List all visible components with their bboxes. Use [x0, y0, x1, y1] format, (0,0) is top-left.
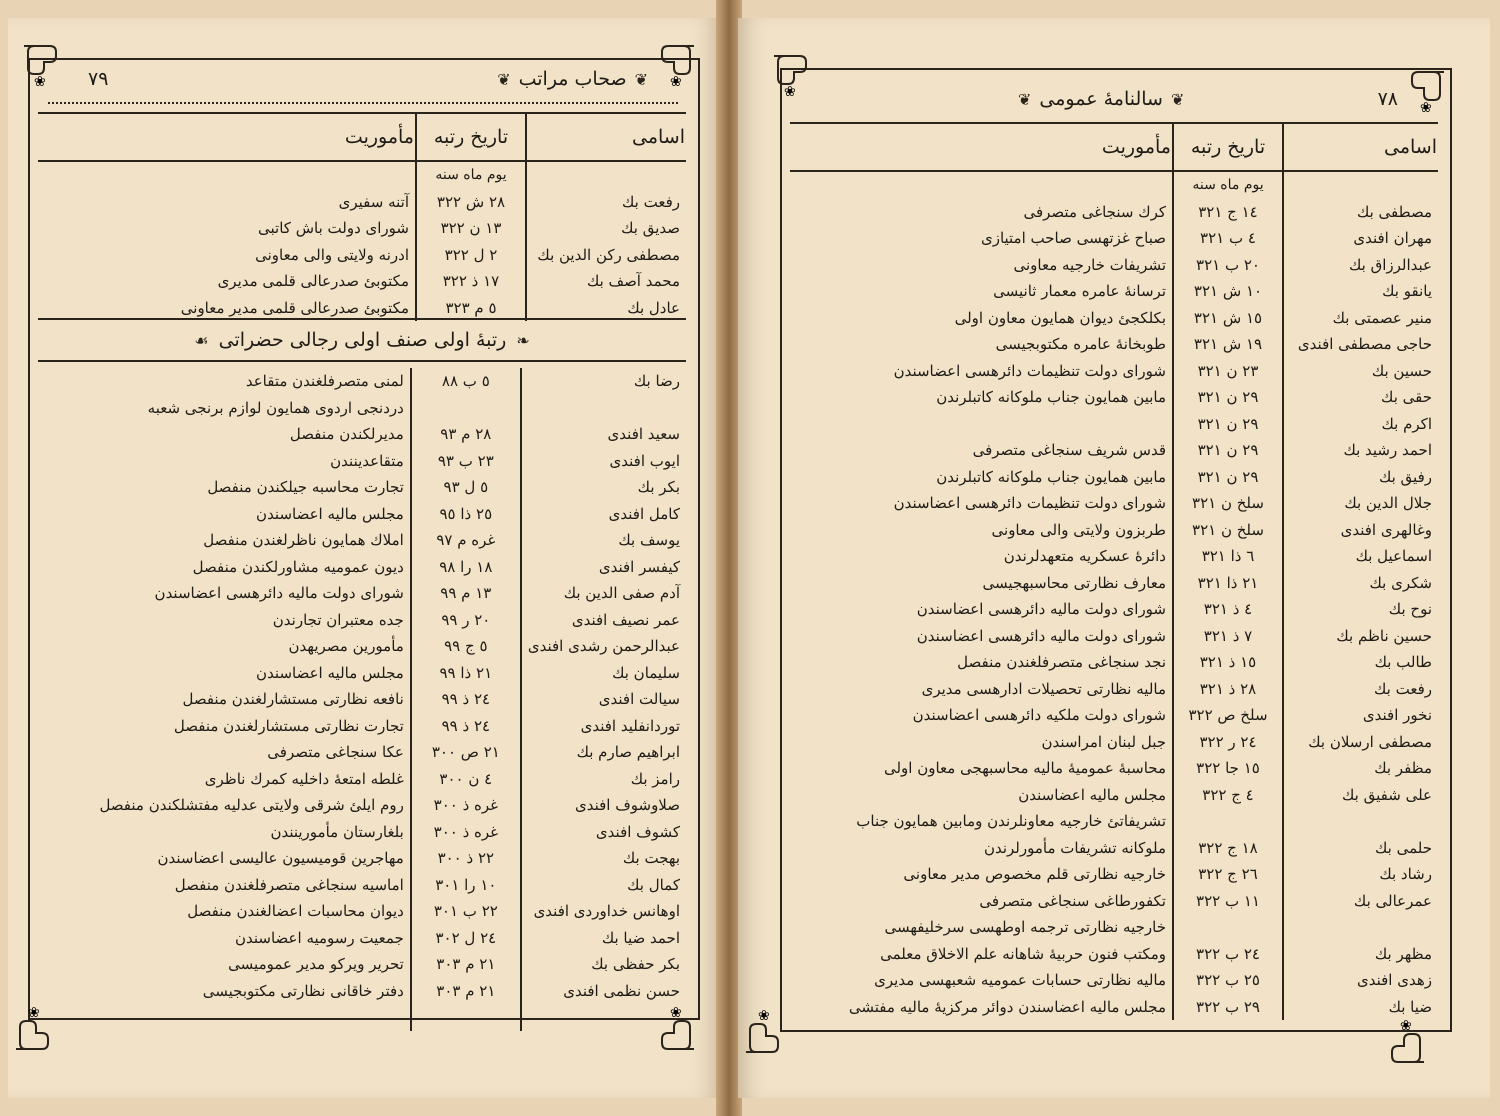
row-post: روم ايلئ شرقى ولايتى عدليه مفتشلكندن منفصل	[99, 796, 404, 814]
table-row	[38, 242, 686, 269]
row-date: ١٣ ن ٣٢٢	[416, 215, 526, 242]
row-post: لمنى متصرفلغندن متقاعد	[245, 372, 404, 390]
row-post: نجد سنجاغى متصرفلغندن منفصل	[957, 653, 1166, 671]
table-row	[790, 596, 1438, 623]
table-row	[790, 941, 1438, 968]
table-row	[38, 766, 686, 793]
column-header-date: تاريخ رتبه	[416, 113, 526, 161]
table-row	[38, 978, 686, 1005]
row-name: توردانفليد افندى	[521, 713, 686, 740]
row-date: ٢١ ذا ٩٩	[411, 660, 521, 687]
table-row	[38, 527, 686, 554]
fleuron-icon: ☙	[194, 330, 209, 350]
date-subheader: يوم ماه سنه	[416, 161, 526, 189]
table-row	[790, 994, 1438, 1021]
date-subheader: يوم ماه سنه	[1173, 171, 1283, 199]
row-post: عكا سنجاغى متصرفى	[267, 743, 404, 761]
row-post: ديون عموميه مشاورلكندن منفصل	[192, 557, 404, 576]
row-post: ماليه نظارتى حسابات عموميه شعبهسى مديرى	[874, 971, 1166, 989]
table-header-row	[790, 123, 1438, 171]
row-post: متقاعدينندن	[330, 451, 404, 470]
table-header-row	[38, 113, 686, 161]
table-row	[38, 713, 686, 740]
row-post: جبل لبنان امراسندن	[1041, 732, 1166, 751]
row-name: رضا بك	[521, 368, 686, 395]
table-row	[790, 437, 1438, 464]
row-post: ادرنه ولايتى والى معاونى	[255, 245, 409, 264]
row-post: طربزون ولايتى والى معاونى	[991, 520, 1166, 539]
left-register-top	[38, 112, 686, 321]
row-post: تجارت نظارتى مستشارلغندن منفصل	[173, 716, 404, 735]
row-name: رشاد بك	[1283, 861, 1438, 888]
row-post: شوراى دولت ماليه دائرهسى اعضاسندن	[916, 626, 1166, 645]
row-date: ٢١ ص ٣٠٠	[411, 739, 521, 766]
row-date: ٢٨ ذ ٣٢١	[1173, 676, 1283, 703]
svg-text:❀: ❀	[1420, 100, 1432, 116]
row-post: قدس شريف سنجاغى متصرفى	[972, 441, 1166, 459]
row-date: سلخ ن ٣٢١	[1173, 490, 1283, 517]
row-name: ايوب افندى	[521, 448, 686, 475]
row-name: على شفيق بك	[1283, 782, 1438, 809]
row-post: بلغارستان مأمورينندن	[270, 822, 404, 841]
table-row	[38, 792, 686, 819]
row-name: حاجى مصطفى افندى	[1283, 331, 1438, 358]
row-name: اسماعيل بك	[1283, 543, 1438, 570]
row-name: اوهانس خداوردى افندى	[521, 898, 686, 925]
row-date: ٢٦ ج ٣٢٢	[1173, 861, 1283, 888]
row-name: عبدالرزاق بك	[1283, 252, 1438, 279]
row-post: طوبخانهٔ عامره مكتوبجيسى	[995, 335, 1166, 353]
table-row	[790, 490, 1438, 517]
table-row	[790, 464, 1438, 491]
right-page	[738, 18, 1490, 1098]
row-post: خارجيه نظارتى ترجمه اوطهسى سرخليفهسى	[884, 918, 1166, 936]
svg-text:❀: ❀	[34, 74, 46, 90]
row-post: مأمورين مصريهدن	[288, 637, 404, 655]
table-row	[790, 808, 1438, 835]
table-row	[790, 967, 1438, 994]
row-post: شوراى دولت ماليه دائرهسى اعضاسندن	[916, 600, 1166, 618]
corner-ornament-icon	[770, 52, 820, 102]
row-name: زهدى افندى	[1283, 967, 1438, 994]
running-title-text: صحاب مراتب	[518, 68, 627, 90]
row-post	[38, 1004, 411, 1031]
table-row	[790, 252, 1438, 279]
row-post: اماسيه سنجاغى متصرفلغندن منفصل	[174, 875, 404, 894]
table-row	[790, 199, 1438, 226]
row-name: نخور افندى	[1283, 702, 1438, 729]
left-page	[8, 18, 720, 1098]
table-row	[38, 819, 686, 846]
section-title: رتبهٔ اولى صنف اولى رجالى حضراتى	[218, 329, 507, 351]
row-date: سلخ ص ٣٢٢	[1173, 702, 1283, 729]
table-row	[790, 570, 1438, 597]
fleuron-icon: ❦	[1018, 89, 1032, 109]
row-name: يوسف بك	[521, 527, 686, 554]
svg-text:❀: ❀	[758, 1008, 770, 1024]
row-date: ٢٢ ذ ٣٠٠	[411, 845, 521, 872]
table-row	[790, 543, 1438, 570]
row-date: غره ذ ٣٠٠	[411, 819, 521, 846]
right-page-header	[828, 84, 1398, 114]
row-date: ٢١ ذا ٣٢١	[1173, 570, 1283, 597]
table-row	[38, 872, 686, 899]
row-name: محمد آصف بك	[526, 268, 686, 295]
row-post: تشريفات خارجيه معاونى	[1013, 255, 1166, 274]
row-date	[1173, 914, 1283, 941]
row-post: شوراى دولت ماليه دائرهسى اعضاسندن	[154, 584, 404, 602]
row-post: مجلس ماليه اعضاسندن	[256, 504, 404, 523]
row-name: كيفسر افندى	[521, 554, 686, 581]
corner-ornament-icon	[648, 42, 698, 92]
row-name: مصطفى بك	[1283, 199, 1438, 226]
row-post: ومكتب فنون حربيهٔ شاهانه علم الاخلاق معلمى	[880, 944, 1166, 963]
column-header-names: اسامى	[1283, 123, 1438, 171]
table-row	[790, 384, 1438, 411]
row-name: صديق بك	[526, 215, 686, 242]
row-date: ٢٤ ب ٣٢٢	[1173, 941, 1283, 968]
row-date: ٢٥ ب ٣٢٢	[1173, 967, 1283, 994]
fleuron-icon: ❧	[516, 330, 530, 350]
row-name: مظهر بك	[1283, 941, 1438, 968]
table-row	[790, 861, 1438, 888]
row-date: ١١ ب ٣٢٢	[1173, 888, 1283, 915]
fleuron-icon: ❦	[1170, 89, 1185, 109]
table-row	[38, 951, 686, 978]
table-row	[38, 421, 686, 448]
column-header-names: اسامى	[526, 113, 686, 161]
row-date: ٢١ م ٣٠٣	[411, 978, 521, 1005]
row-post: شوراى دولت تنظيمات دائرهسى اعضاسندن	[893, 361, 1166, 380]
row-name: كامل افندى	[521, 501, 686, 528]
row-post: دائرهٔ عسكريه متعهدلرندن	[1003, 547, 1166, 565]
row-name: احمد ضيا بك	[521, 925, 686, 952]
row-name: حسين بك	[1283, 358, 1438, 385]
table-row	[38, 501, 686, 528]
row-name: آدم صفى الدين بك	[521, 580, 686, 607]
row-post: ترسانهٔ عامره معمار ثانيسى	[993, 282, 1166, 300]
row-post: شوراى دولت تنظيمات دائرهسى اعضاسندن	[893, 494, 1166, 512]
table-row	[790, 835, 1438, 862]
running-title-text: سالنامهٔ عمومى	[1039, 88, 1163, 110]
row-date	[411, 1004, 521, 1031]
row-name: كشوف افندى	[521, 819, 686, 846]
row-post: تكفورطاغى سنجاغى متصرفى	[979, 891, 1166, 910]
row-name: رامز بك	[521, 766, 686, 793]
row-date: ١٩ ش ٣٢١	[1173, 331, 1283, 358]
row-date: غره ذ ٣٠٠	[411, 792, 521, 819]
row-date	[1173, 808, 1283, 835]
table-row	[790, 278, 1438, 305]
row-name: بكر حفظى بك	[521, 951, 686, 978]
corner-ornament-icon	[1378, 1016, 1428, 1066]
row-date: ٢٩ ن ٣٢١	[1173, 384, 1283, 411]
row-name: نوح بك	[1283, 596, 1438, 623]
table-row	[790, 623, 1438, 650]
row-name: كمال بك	[521, 872, 686, 899]
table-row	[790, 755, 1438, 782]
row-date: ٥ ب ٨٨	[411, 368, 521, 395]
row-name	[521, 1004, 686, 1031]
svg-text:❀: ❀	[1400, 1018, 1412, 1034]
table-row	[38, 739, 686, 766]
right-register	[790, 122, 1438, 1020]
table-row	[790, 411, 1438, 438]
row-post	[790, 411, 1173, 438]
row-name: احمد رشيد بك	[1283, 437, 1438, 464]
row-name: وغالهرى افندى	[1283, 517, 1438, 544]
table-row	[38, 925, 686, 952]
row-name: سعيد افندى	[521, 421, 686, 448]
page-number: ٧٩	[88, 68, 109, 90]
row-post: آتنه سفيرى	[338, 192, 409, 211]
row-name: سيالت افندى	[521, 686, 686, 713]
row-post: جمعيت رسوميه اعضاسندن	[235, 928, 404, 947]
table-row	[790, 331, 1438, 358]
row-name: حقى بك	[1283, 384, 1438, 411]
table-row	[38, 215, 686, 242]
row-name: عمرعالى بك	[1283, 888, 1438, 915]
row-date: ١٥ ذ ٣٢١	[1173, 649, 1283, 676]
table-row	[38, 660, 686, 687]
row-post: مهاجرين قوميسيون عاليسى اعضاسندن	[157, 849, 404, 867]
row-post: خارجيه نظارتى قلم مخصوص مدير معاونى	[903, 865, 1166, 883]
date-subheader-row	[790, 171, 1438, 199]
row-post: ديوان محاسبات اعضالغندن منفصل	[187, 902, 404, 920]
row-date: ١٧ ذ ٣٢٢	[416, 268, 526, 295]
row-post: جده معتبران تجارندن	[272, 610, 404, 629]
header-divider	[48, 96, 678, 104]
table-row	[790, 225, 1438, 252]
row-name: اكرم بك	[1283, 411, 1438, 438]
table-row	[790, 305, 1438, 332]
row-name: بكر بك	[521, 474, 686, 501]
fleuron-icon: ❦	[634, 69, 648, 89]
row-date: ٢٤ ل ٣٠٢	[411, 925, 521, 952]
corner-ornament-icon	[1398, 68, 1448, 118]
running-title	[1018, 88, 1184, 110]
row-name: رفعت بك	[1283, 676, 1438, 703]
table-row	[790, 358, 1438, 385]
row-name: طالب بك	[1283, 649, 1438, 676]
table-row	[790, 782, 1438, 809]
row-post: تجارت محاسبه جيلكندن منفصل	[207, 478, 404, 496]
row-date: ١٥ جا ٣٢٢	[1173, 755, 1283, 782]
row-name	[1283, 808, 1438, 835]
row-name: صلاوشوف افندى	[521, 792, 686, 819]
row-date: ١٥ ش ٣٢١	[1173, 305, 1283, 332]
row-name: عبدالرحمن رشدى افندى	[521, 633, 686, 660]
table-row	[38, 845, 686, 872]
row-date: ٤ ج ٣٢٢	[1173, 782, 1283, 809]
section-heading	[38, 318, 686, 362]
row-name: سليمان بك	[521, 660, 686, 687]
row-date: ١٠ ش ٣٢١	[1173, 278, 1283, 305]
row-date: ٢٨ م ٩٣	[411, 421, 521, 448]
row-name: ضيا بك	[1283, 994, 1438, 1021]
row-name: منير عصمتى بك	[1283, 305, 1438, 332]
row-post: تحرير ويركو مدير عموميسى	[228, 955, 404, 973]
table-row	[38, 368, 686, 395]
row-name: ابراهيم صارم بك	[521, 739, 686, 766]
table-row	[38, 554, 686, 581]
table-row	[790, 888, 1438, 915]
row-date: ١٠ را ٣٠١	[411, 872, 521, 899]
table-row	[38, 1004, 686, 1031]
row-post: غلطه امتعهٔ داخليه كمرك ناظرى	[204, 769, 404, 788]
row-name: عمر نصيف افندى	[521, 607, 686, 634]
row-date: ٢١ م ٣٠٣	[411, 951, 521, 978]
row-date: غره م ٩٧	[411, 527, 521, 554]
row-date: ٢٠ ر ٩٩	[411, 607, 521, 634]
row-date: ٢٢ ب ٣٠١	[411, 898, 521, 925]
row-post: مابين همايون جناب ملوكانه كاتبلرندن	[936, 388, 1166, 406]
row-date: ٢٥ ذا ٩٥	[411, 501, 521, 528]
row-name: مظفر بك	[1283, 755, 1438, 782]
table-row	[790, 649, 1438, 676]
row-post: ماليه نظارتى تحصيلات ادارهسى مديرى	[921, 679, 1166, 698]
row-name: مصطفى ارسلان بك	[1283, 729, 1438, 756]
row-date: ٢٩ ب ٣٢٢	[1173, 994, 1283, 1021]
row-name: شكرى بك	[1283, 570, 1438, 597]
row-post: تشريفاتئ خارجيه معاونلرندن ومابين همايون جناب	[856, 812, 1166, 830]
row-post: معارف نظارتى محاسبهجيسى	[982, 573, 1166, 592]
table-row	[790, 676, 1438, 703]
row-name: بهجت بك	[521, 845, 686, 872]
column-header-post: مأموريت	[790, 123, 1173, 171]
table-row	[38, 189, 686, 216]
row-name: حلمى بك	[1283, 835, 1438, 862]
row-post: شوراى دولت ملكيه دائرهسى اعضاسندن	[912, 706, 1166, 724]
row-name	[1283, 914, 1438, 941]
row-date: ٤ ب ٣٢١	[1173, 225, 1283, 252]
row-post: مكتوبئ صدرعالى قلمى مديرى	[217, 272, 409, 290]
running-title	[497, 68, 648, 90]
table-row	[38, 633, 686, 660]
date-subheader-row	[38, 161, 686, 189]
row-name: يانقو بك	[1283, 278, 1438, 305]
row-post: محاسبهٔ عموميهٔ ماليه محاسبهجى معاون اولى	[883, 759, 1166, 777]
row-post: نافعه نظارتى مستشارلغندن منفصل	[182, 690, 404, 708]
row-date: ٤ ذ ٣٢١	[1173, 596, 1283, 623]
row-date: ٢٣ ب ٩٣	[411, 448, 521, 475]
table-row	[38, 448, 686, 475]
table-row	[790, 517, 1438, 544]
row-date: ٢٤ ذ ٩٩	[411, 713, 521, 740]
row-post: مكتوبئ صدرعالى قلمى مدير معاونى	[180, 298, 409, 317]
table-row	[38, 395, 686, 422]
row-date: ١٨ ج ٣٢٢	[1173, 835, 1283, 862]
row-date: ١٣ م ٩٩	[411, 580, 521, 607]
row-date: ٢٨ ش ٣٢٢	[416, 189, 526, 216]
row-date: ١٨ را ٩٨	[411, 554, 521, 581]
fleuron-icon: ❦	[497, 69, 511, 89]
column-header-date: تاريخ رتبه	[1173, 123, 1283, 171]
left-register-bottom	[38, 368, 686, 1031]
row-name	[521, 395, 686, 422]
row-name: رفيق بك	[1283, 464, 1438, 491]
svg-text:❀: ❀	[28, 1005, 40, 1021]
row-date: ٢ ل ٣٢٢	[416, 242, 526, 269]
svg-text:❀: ❀	[670, 74, 682, 90]
row-date: ٧ ذ ٣٢١	[1173, 623, 1283, 650]
svg-text:❀: ❀	[784, 84, 796, 100]
left-page-header	[88, 64, 648, 94]
row-date	[411, 395, 521, 422]
table-row	[790, 729, 1438, 756]
row-date: ٢٩ ن ٣٢١	[1173, 411, 1283, 438]
row-name: عادل بك	[526, 295, 686, 322]
row-name: حسين ناظم بك	[1283, 623, 1438, 650]
row-date: ٢٤ ذ ٩٩	[411, 686, 521, 713]
row-name: مهران افندى	[1283, 225, 1438, 252]
row-post: كرك سنجاغى متصرفى	[1023, 202, 1166, 221]
row-name: حسن نظمى افندى	[521, 978, 686, 1005]
row-date: ٥ ل ٩٣	[411, 474, 521, 501]
row-date: ٤ ن ٣٠٠	[411, 766, 521, 793]
row-date: ٢٩ ن ٣٢١	[1173, 464, 1283, 491]
table-row	[38, 898, 686, 925]
row-date: ٢٤ ر ٣٢٢	[1173, 729, 1283, 756]
row-date: ٦ ذا ٣٢١	[1173, 543, 1283, 570]
row-name: رفعت بك	[526, 189, 686, 216]
table-row	[38, 607, 686, 634]
row-name: جلال الدين بك	[1283, 490, 1438, 517]
table-row	[38, 268, 686, 295]
row-date: ٥ م ٣٢٣	[416, 295, 526, 322]
row-post: دردنجى اردوى همايون لوازم برنجى شعبه	[147, 398, 404, 417]
row-post: ملوكانه تشريفات مأمورلرندن	[983, 838, 1166, 857]
row-date: ٢٣ ن ٣٢١	[1173, 358, 1283, 385]
row-post: بكلكجئ ديوان همايون معاون اولى	[954, 308, 1166, 327]
row-date: ٢٠ ب ٣٢١	[1173, 252, 1283, 279]
svg-text:❀: ❀	[670, 1005, 682, 1021]
row-date: ١٤ ج ٣٢١	[1173, 199, 1283, 226]
corner-ornament-icon	[742, 1006, 792, 1056]
table-row	[790, 914, 1438, 941]
row-post: املاك همايون ناظرلغندن منفصل	[203, 531, 404, 549]
row-post: مجلس ماليه اعضاسندن	[1018, 785, 1166, 804]
corner-ornament-icon	[20, 42, 70, 92]
row-post: مجلس ماليه اعضاسندن دوائر مركزيهٔ ماليه مفتشى	[848, 997, 1166, 1016]
row-date: ٢٩ ن ٣٢١	[1173, 437, 1283, 464]
table-row	[38, 580, 686, 607]
row-post: صباح غزتهسى صاحب امتيازى	[980, 229, 1166, 247]
table-row	[38, 474, 686, 501]
row-post: شوراى دولت باش كاتبى	[258, 219, 409, 237]
row-date: ٥ ج ٩٩	[411, 633, 521, 660]
row-post: مجلس ماليه اعضاسندن	[256, 663, 404, 682]
row-name: مصطفى ركن الدين بك	[526, 242, 686, 269]
row-post: دفتر خاقانى نظارتى مكتوبجيسى	[202, 981, 404, 1000]
table-row	[38, 686, 686, 713]
page-number: ٧٨	[1377, 88, 1398, 110]
column-header-post: مأموريت	[38, 113, 416, 161]
row-date: سلخ ن ٣٢١	[1173, 517, 1283, 544]
row-post: مابين همايون جناب ملوكانه كاتبلرندن	[936, 467, 1166, 486]
row-post: مديرلكندن منفصل	[289, 425, 404, 443]
table-row	[790, 702, 1438, 729]
